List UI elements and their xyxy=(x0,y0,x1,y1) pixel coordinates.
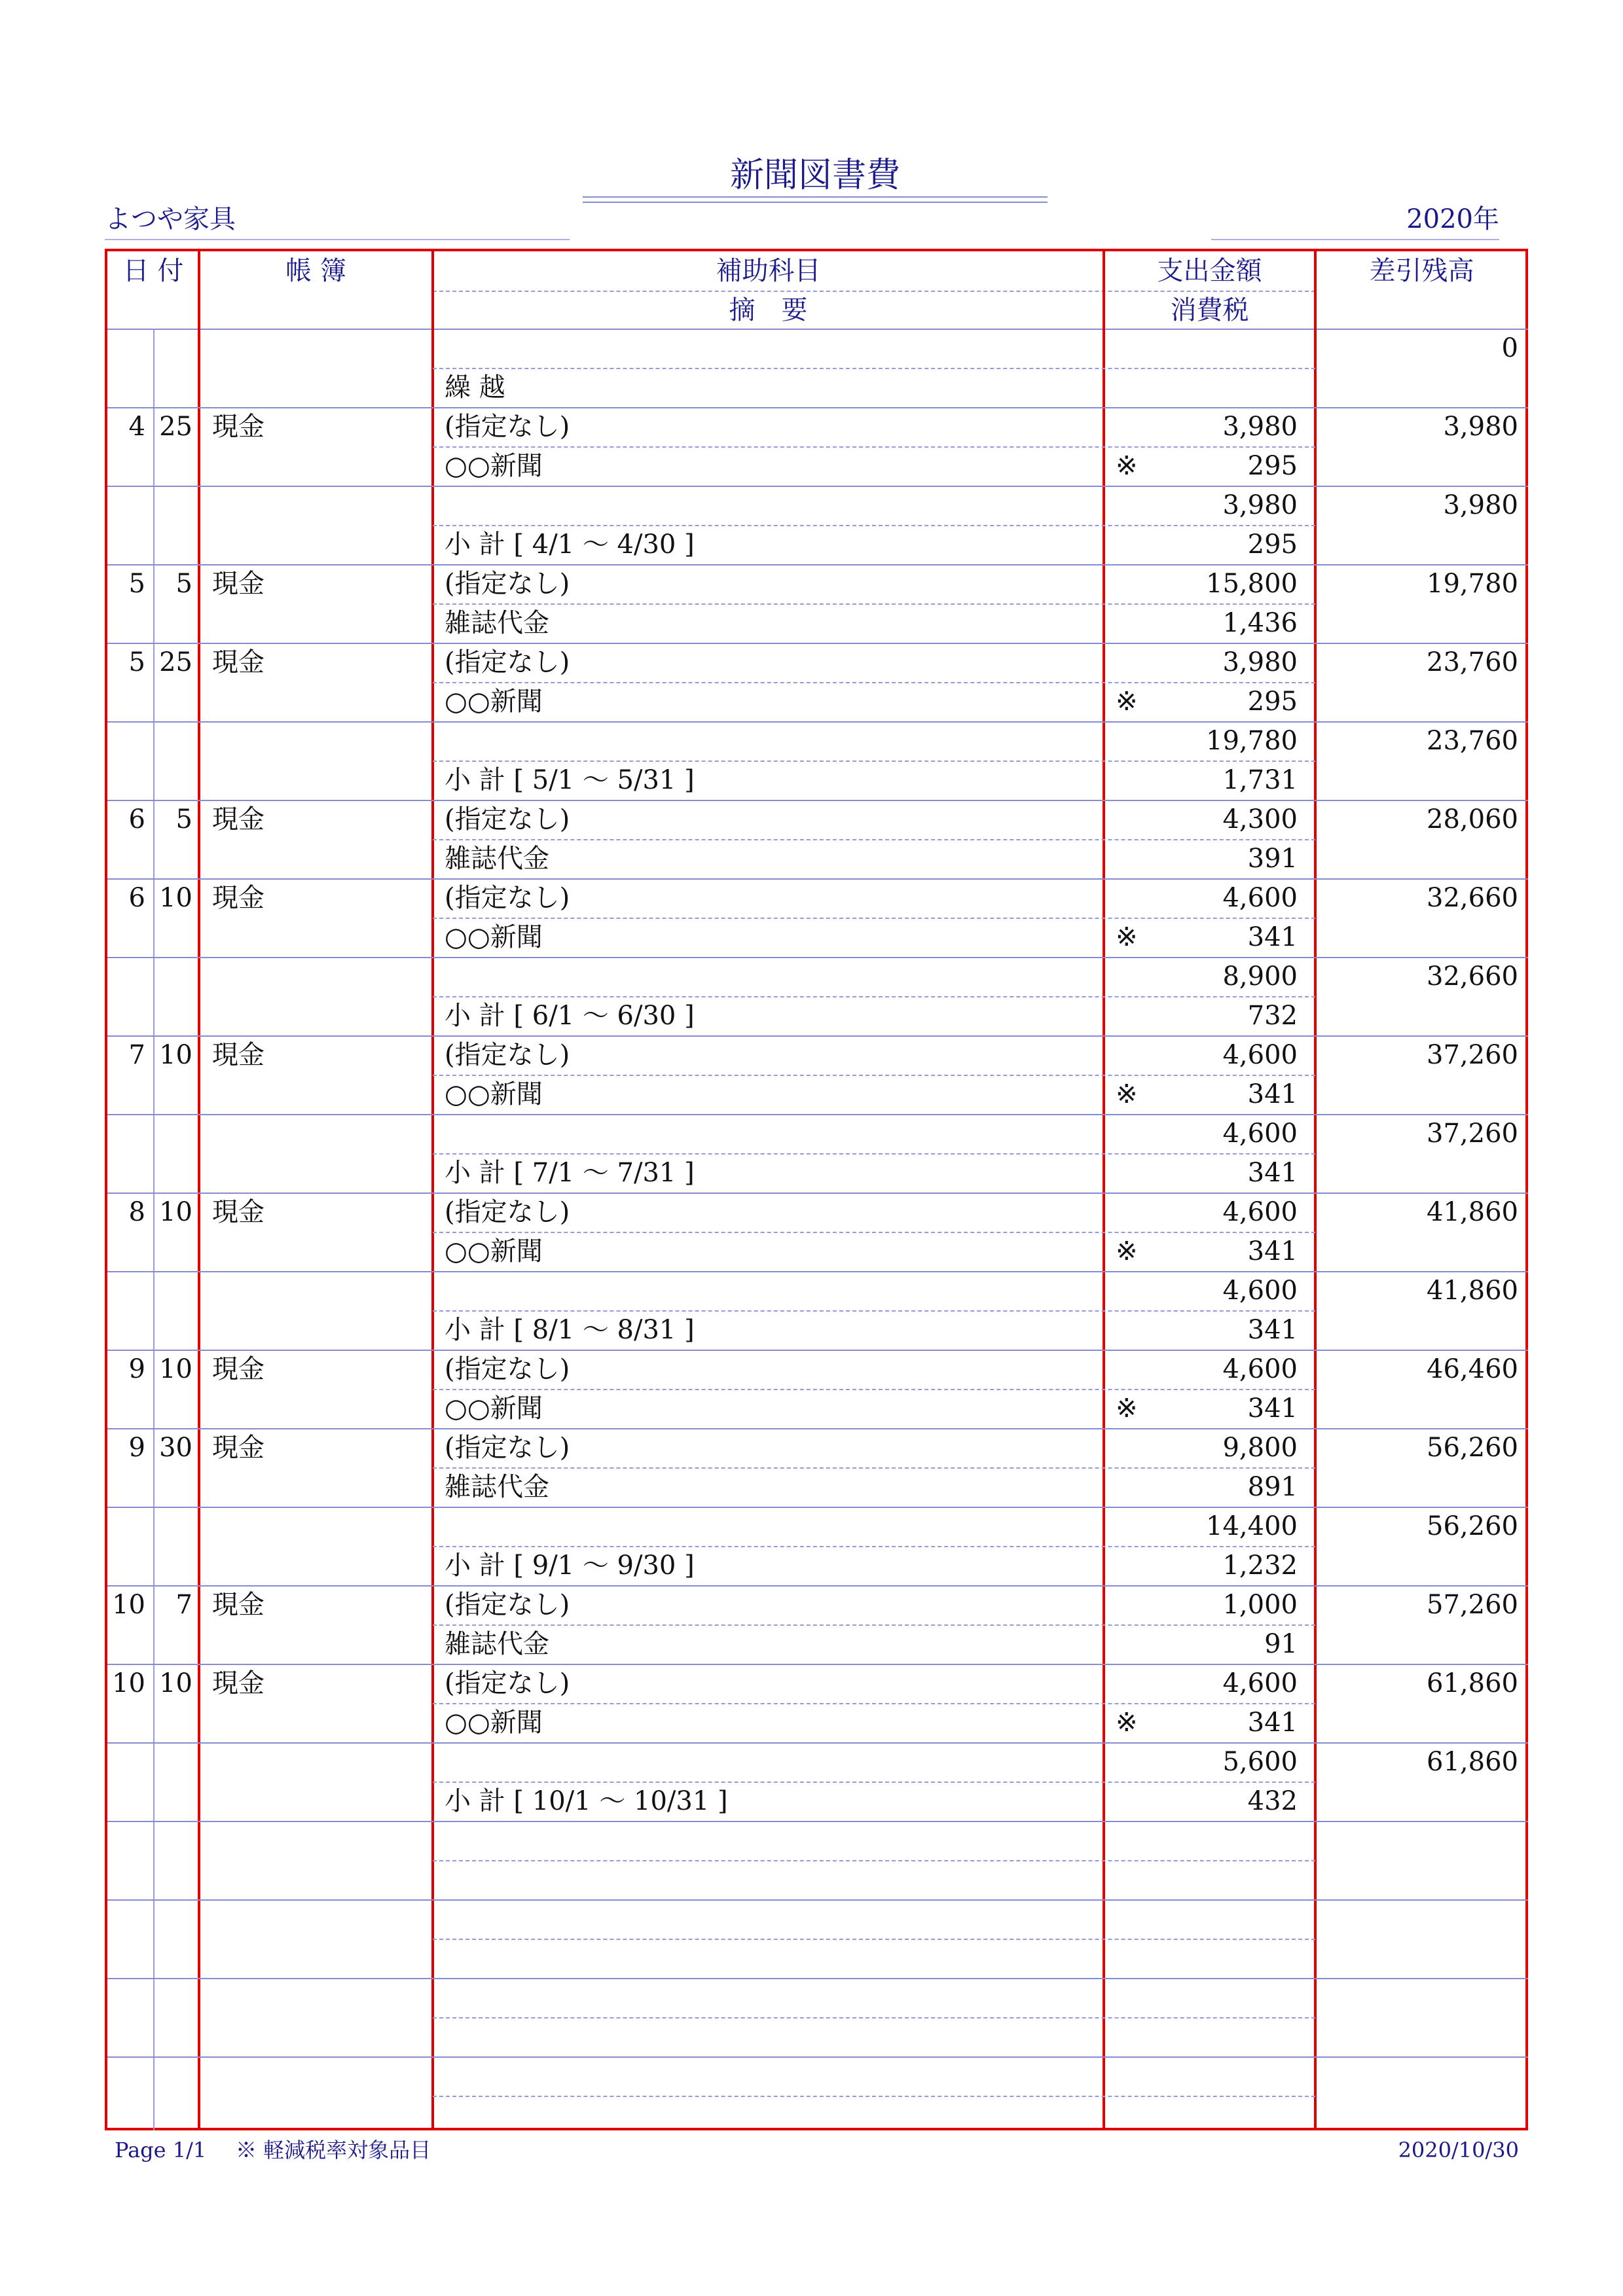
amount-cell: 4,600 xyxy=(1222,1040,1298,1070)
description-cell: ○○新聞 xyxy=(445,1079,543,1109)
row-separator xyxy=(107,1114,1528,1115)
day-cell: 10 xyxy=(159,1354,192,1384)
row-mid-divider xyxy=(433,1546,1315,1547)
amount-cell: 4,600 xyxy=(1222,1668,1298,1698)
day-cell: 10 xyxy=(159,1040,192,1070)
column-divider xyxy=(1314,251,1317,2130)
sub-account-cell: (指定なし) xyxy=(445,1040,570,1070)
balance-cell: 61,860 xyxy=(1427,1668,1518,1698)
balance-cell: 56,260 xyxy=(1427,1433,1518,1463)
header-divider xyxy=(433,291,1315,292)
month-cell: 10 xyxy=(112,1590,145,1620)
book-cell: 現金 xyxy=(212,1433,264,1463)
amount-cell: 3,980 xyxy=(1222,490,1298,520)
header-tax: 消費税 xyxy=(1170,295,1249,325)
balance-cell: 41,860 xyxy=(1427,1197,1518,1227)
description-cell: 小 計 [ 8/1 〜 8/31 ] xyxy=(445,1315,695,1345)
row-separator xyxy=(107,1742,1528,1744)
sub-account-cell: (指定なし) xyxy=(445,1354,570,1384)
title-underline-2 xyxy=(583,202,1048,203)
row-mid-divider xyxy=(433,761,1315,762)
balance-cell: 23,760 xyxy=(1427,726,1518,756)
page-number: Page 1/1 xyxy=(115,2138,207,2162)
description-cell: ○○新聞 xyxy=(445,1393,543,1424)
balance-cell: 32,660 xyxy=(1427,961,1518,992)
balance-cell: 32,660 xyxy=(1427,883,1518,913)
row-mid-divider xyxy=(433,1860,1315,1861)
description-cell: 小 計 [ 5/1 〜 5/31 ] xyxy=(445,765,695,795)
description-cell: ○○新聞 xyxy=(445,451,543,481)
description-cell: 繰 越 xyxy=(445,372,505,403)
day-cell: 25 xyxy=(159,412,192,442)
amount-cell: 1,000 xyxy=(1222,1590,1298,1620)
reduced-tax-note: ※ 軽減税率対象品目 xyxy=(236,2138,431,2162)
book-cell: 現金 xyxy=(212,804,264,834)
row-mid-divider xyxy=(433,368,1315,369)
tax-cell: 341 xyxy=(1247,1236,1298,1266)
tax-cell: 341 xyxy=(1247,1315,1298,1345)
balance-cell: 41,860 xyxy=(1427,1276,1518,1306)
row-separator xyxy=(107,486,1528,487)
balance-cell: 61,860 xyxy=(1427,1747,1518,1777)
amount-cell: 14,400 xyxy=(1206,1511,1298,1541)
month-cell: 6 xyxy=(128,804,145,834)
sub-account-cell: (指定なし) xyxy=(445,1590,570,1620)
row-mid-divider xyxy=(433,1782,1315,1783)
balance-cell: 28,060 xyxy=(1427,804,1518,834)
row-separator xyxy=(107,721,1528,723)
row-mid-divider xyxy=(433,603,1315,605)
header-sub-account: 補助科目 xyxy=(716,256,821,286)
description-cell: ○○新聞 xyxy=(445,1708,543,1738)
row-separator xyxy=(107,1978,1528,1979)
row-mid-divider xyxy=(433,918,1315,919)
column-divider xyxy=(1103,251,1105,2130)
balance-cell: 19,780 xyxy=(1427,569,1518,599)
tax-cell: 341 xyxy=(1247,1393,1298,1424)
balance-cell: 0 xyxy=(1501,333,1518,363)
row-mid-divider xyxy=(433,1389,1315,1390)
book-cell: 現金 xyxy=(212,647,264,677)
row-separator xyxy=(107,1271,1528,1272)
sub-account-cell: (指定なし) xyxy=(445,804,570,834)
month-cell: 8 xyxy=(128,1197,145,1227)
reduced-tax-mark: ※ xyxy=(1116,687,1138,717)
ledger-title: 新聞図書費 xyxy=(729,156,900,195)
tax-cell: 1,232 xyxy=(1222,1551,1298,1581)
amount-cell: 3,980 xyxy=(1222,647,1298,677)
book-cell: 現金 xyxy=(212,412,264,442)
header-description: 摘 要 xyxy=(729,295,808,325)
description-cell: 雑誌代金 xyxy=(445,1629,549,1659)
balance-cell: 3,980 xyxy=(1443,490,1518,520)
tax-cell: 295 xyxy=(1247,529,1298,560)
amount-cell: 15,800 xyxy=(1206,569,1298,599)
column-divider xyxy=(431,251,434,2130)
reduced-tax-mark: ※ xyxy=(1116,1393,1138,1424)
row-mid-divider xyxy=(433,996,1315,997)
balance-cell: 3,980 xyxy=(1443,412,1518,442)
row-mid-divider xyxy=(433,682,1315,683)
row-separator xyxy=(107,1821,1528,1822)
sub-account-cell: (指定なし) xyxy=(445,1197,570,1227)
tax-cell: 1,731 xyxy=(1222,765,1298,795)
header-amount: 支出金額 xyxy=(1157,256,1262,286)
reduced-tax-mark: ※ xyxy=(1116,1236,1138,1266)
balance-cell: 37,260 xyxy=(1427,1119,1518,1149)
book-cell: 現金 xyxy=(212,1590,264,1620)
description-cell: 小 計 [ 7/1 〜 7/31 ] xyxy=(445,1158,695,1188)
book-cell: 現金 xyxy=(212,1668,264,1698)
ledger-table xyxy=(105,249,1528,2130)
amount-cell: 9,800 xyxy=(1222,1433,1298,1463)
tax-cell: 295 xyxy=(1247,687,1298,717)
reduced-tax-mark: ※ xyxy=(1116,922,1138,952)
description-cell: ○○新聞 xyxy=(445,1236,543,1266)
tax-cell: 91 xyxy=(1264,1629,1298,1659)
book-cell: 現金 xyxy=(212,569,264,599)
reduced-tax-mark: ※ xyxy=(1116,1079,1138,1109)
amount-cell: 5,600 xyxy=(1222,1747,1298,1777)
row-mid-divider xyxy=(433,2096,1315,2097)
book-cell: 現金 xyxy=(212,1354,264,1384)
day-cell: 10 xyxy=(159,1197,192,1227)
column-divider xyxy=(198,251,200,2130)
print-date: 2020/10/30 xyxy=(1398,2138,1519,2162)
row-mid-divider xyxy=(433,839,1315,840)
amount-cell: 4,300 xyxy=(1222,804,1298,834)
tax-cell: 732 xyxy=(1247,1001,1298,1031)
tax-cell: 432 xyxy=(1247,1786,1298,1816)
month-cell: 10 xyxy=(112,1668,145,1698)
month-cell: 7 xyxy=(128,1040,145,1070)
row-mid-divider xyxy=(433,1703,1315,1704)
month-cell: 9 xyxy=(128,1433,145,1463)
amount-cell: 8,900 xyxy=(1222,961,1298,992)
description-cell: 雑誌代金 xyxy=(445,1472,549,1502)
amount-cell: 19,780 xyxy=(1206,726,1298,756)
description-cell: 雑誌代金 xyxy=(445,608,549,638)
reduced-tax-mark: ※ xyxy=(1116,1708,1138,1738)
balance-cell: 56,260 xyxy=(1427,1511,1518,1541)
tax-cell: 391 xyxy=(1247,844,1298,874)
day-cell: 25 xyxy=(159,647,192,677)
row-mid-divider xyxy=(433,1467,1315,1469)
day-cell: 10 xyxy=(159,883,192,913)
reduced-tax-mark: ※ xyxy=(1116,451,1138,481)
row-separator xyxy=(107,1507,1528,1508)
sub-account-cell: (指定なし) xyxy=(445,569,570,599)
month-cell: 4 xyxy=(128,412,145,442)
month-cell: 9 xyxy=(128,1354,145,1384)
description-cell: 小 計 [ 9/1 〜 9/30 ] xyxy=(445,1551,695,1581)
tax-cell: 1,436 xyxy=(1222,608,1298,638)
tax-cell: 891 xyxy=(1247,1472,1298,1502)
book-cell: 現金 xyxy=(212,1197,264,1227)
tax-cell: 341 xyxy=(1247,1158,1298,1188)
amount-cell: 4,600 xyxy=(1222,883,1298,913)
row-mid-divider xyxy=(433,1075,1315,1076)
company-name: よつや家具 xyxy=(105,200,570,240)
row-mid-divider xyxy=(433,1624,1315,1626)
amount-cell: 4,600 xyxy=(1222,1354,1298,1384)
book-cell: 現金 xyxy=(212,1040,264,1070)
day-cell: 5 xyxy=(175,804,192,834)
row-mid-divider xyxy=(433,1310,1315,1312)
header-book: 帳 簿 xyxy=(285,256,346,286)
description-cell: 小 計 [ 4/1 〜 4/30 ] xyxy=(445,529,695,560)
description-cell: 小 計 [ 6/1 〜 6/30 ] xyxy=(445,1001,695,1031)
description-cell: ○○新聞 xyxy=(445,922,543,952)
row-mid-divider xyxy=(433,446,1315,448)
month-cell: 6 xyxy=(128,883,145,913)
day-cell: 7 xyxy=(175,1590,192,1620)
header-date: 日 付 xyxy=(122,256,184,286)
row-separator xyxy=(107,2056,1528,2058)
tax-cell: 341 xyxy=(1247,922,1298,952)
book-cell: 現金 xyxy=(212,883,264,913)
balance-cell: 46,460 xyxy=(1427,1354,1518,1384)
amount-cell: 4,600 xyxy=(1222,1276,1298,1306)
row-separator xyxy=(107,1899,1528,1901)
description-cell: 雑誌代金 xyxy=(445,844,549,874)
sub-account-cell: (指定なし) xyxy=(445,412,570,442)
row-mid-divider xyxy=(433,2017,1315,2018)
balance-cell: 57,260 xyxy=(1427,1590,1518,1620)
amount-cell: 3,980 xyxy=(1222,412,1298,442)
row-mid-divider xyxy=(433,1939,1315,1940)
row-separator xyxy=(107,957,1528,958)
header-balance: 差引残高 xyxy=(1369,256,1474,286)
title-underline xyxy=(583,196,1048,198)
sub-account-cell: (指定なし) xyxy=(445,647,570,677)
amount-cell: 4,600 xyxy=(1222,1197,1298,1227)
sub-account-cell: (指定なし) xyxy=(445,1668,570,1698)
balance-cell: 37,260 xyxy=(1427,1040,1518,1070)
tax-cell: 341 xyxy=(1247,1708,1298,1738)
month-cell: 5 xyxy=(128,569,145,599)
row-mid-divider xyxy=(433,525,1315,526)
month-cell: 5 xyxy=(128,647,145,677)
amount-cell: 4,600 xyxy=(1222,1119,1298,1149)
balance-cell: 23,760 xyxy=(1427,647,1518,677)
sub-account-cell: (指定なし) xyxy=(445,883,570,913)
tax-cell: 295 xyxy=(1247,451,1298,481)
fiscal-year: 2020年 xyxy=(1211,200,1499,240)
row-mid-divider xyxy=(433,1232,1315,1233)
tax-cell: 341 xyxy=(1247,1079,1298,1109)
sub-account-cell: (指定なし) xyxy=(445,1433,570,1463)
day-cell: 10 xyxy=(159,1668,192,1698)
description-cell: 小 計 [ 10/1 〜 10/31 ] xyxy=(445,1786,728,1816)
day-cell: 5 xyxy=(175,569,192,599)
row-mid-divider xyxy=(433,1153,1315,1155)
description-cell: ○○新聞 xyxy=(445,687,543,717)
day-cell: 30 xyxy=(159,1433,192,1463)
